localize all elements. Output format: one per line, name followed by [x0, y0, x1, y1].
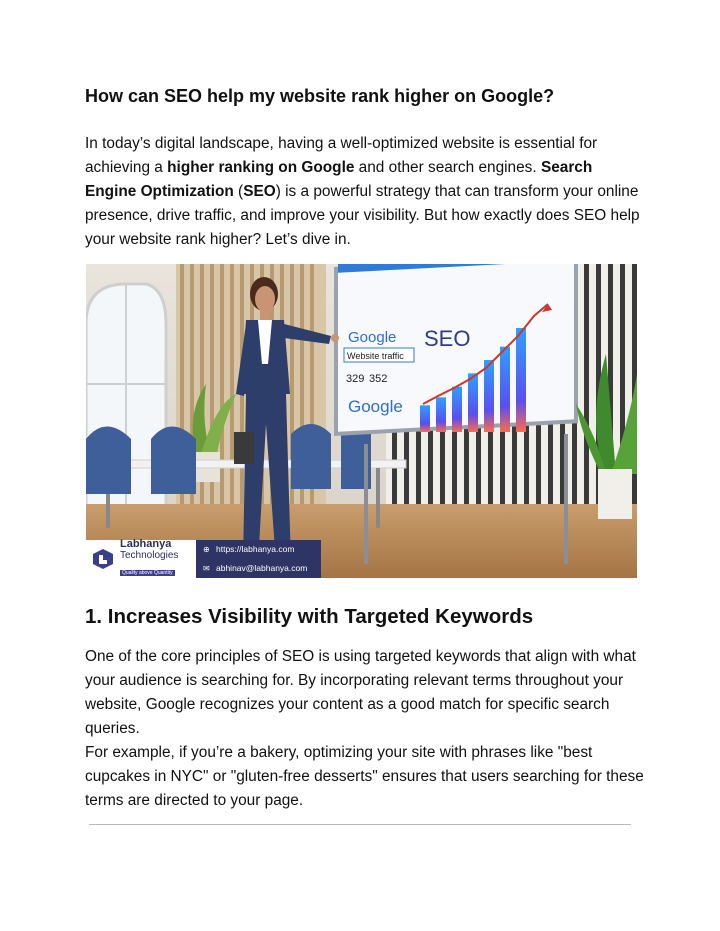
board-seo-text: SEO: [424, 326, 471, 351]
board-search-text: Website traffic: [347, 351, 404, 361]
board-google-logo-text: Google: [348, 397, 403, 416]
brand-subtitle: Technologies: [120, 550, 179, 561]
email-text: abhinav@labhanya.com: [216, 563, 308, 573]
globe-icon: ⊕: [203, 545, 210, 554]
board-bar: [420, 405, 430, 432]
intro-text-3: (: [233, 183, 244, 200]
board-bar: [500, 347, 510, 432]
hero-illustration: [86, 264, 637, 578]
section-paragraph-2: For example, if you’re a bakery, optimizing your site with phrases like "best cupcakes in NYC" or "gluten-free desserts" ensures that users searching for these terms are directed to your page.: [85, 744, 644, 809]
section-heading: 1. Increases Visibility with Targeted Keywords: [85, 605, 534, 628]
contact-website: [196, 540, 321, 559]
intro-bold-3: SEO: [243, 183, 276, 200]
section-body: [85, 645, 645, 813]
intro-paragraph: [85, 132, 645, 252]
page-heading: How can SEO help my website rank higher on Google?: [85, 86, 555, 106]
website-text: https://labhanya.com: [216, 544, 295, 554]
board-bar: [468, 373, 478, 432]
board-bar: [452, 387, 462, 432]
intro-bold-1: higher ranking on Google: [167, 159, 355, 176]
intro-text-1: In today’s digital landscape, having a well-optimized website is essential for achieving a: [85, 135, 598, 176]
mail-icon: ✉: [203, 564, 210, 573]
board-bar: [516, 328, 526, 432]
brand-name: Labhanya: [120, 538, 172, 550]
board-stat-2: 352: [369, 373, 388, 385]
brand-text: [120, 539, 178, 578]
contact-box: [196, 540, 321, 578]
intro-text-4: ) is a powerful strategy that can transform your online presence, drive traffic, and improve your visibility. But how exactly does SEO help your website rank higher? Let’s dive in.: [85, 183, 640, 248]
board-google-text: Google: [348, 329, 397, 346]
intro-bold-2: Search Engine Optimization: [85, 159, 593, 200]
board-stat-1: 329: [346, 373, 365, 385]
board-bar: [484, 360, 494, 432]
section-paragraph-1: One of the core principles of SEO is using targeted keywords that align with what your audience is searching for. By incorporating relevant terms throughout your website, Google recognizes your content as a good match for specific search queries.: [85, 648, 636, 737]
office-scene: [86, 264, 637, 578]
contact-email: [196, 559, 321, 578]
brand-tagline: Quality above Quantity: [122, 570, 173, 576]
divider-line: [89, 824, 631, 825]
intro-text-2: and other search engines.: [354, 159, 541, 176]
board-bar: [436, 397, 446, 432]
labhanya-logo-icon: [92, 548, 114, 570]
